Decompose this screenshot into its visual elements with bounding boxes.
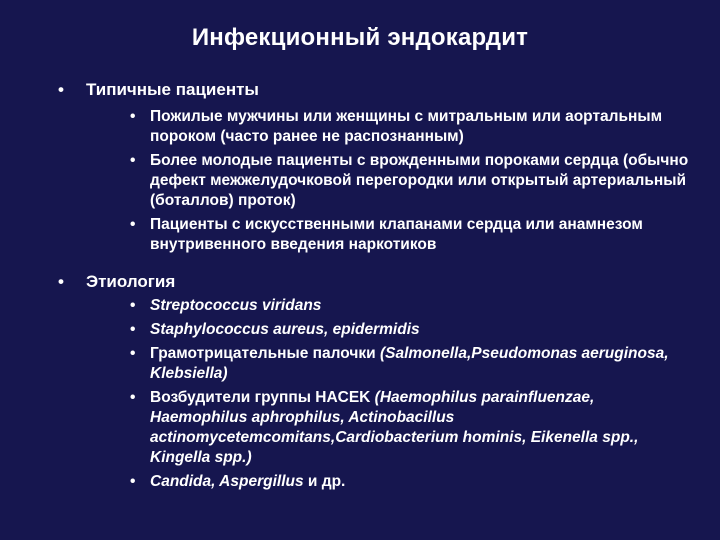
bullet: • [130, 297, 136, 314]
etiology-list [130, 296, 690, 496]
list-item [130, 151, 690, 211]
bullet: • [130, 321, 136, 338]
item-text-italic: Candida, Aspergillus [150, 473, 304, 490]
bullet: • [58, 80, 64, 99]
item-text: Пожилые мужчины или женщины с митральным или аортальным пороком (часто ранее не распознанным) [150, 108, 663, 145]
item-text: Более молодые пациенты с врожденными пороками сердца (обычно дефект межжелудочковой перегородки или открытый артериальный (боталлов) проток) [150, 152, 689, 209]
bullet: • [130, 216, 136, 233]
list-item [130, 296, 690, 316]
item-text: Возбудители группы HACEK [150, 389, 375, 406]
list-item [130, 215, 690, 255]
bullet: • [58, 272, 64, 291]
list-item [130, 320, 690, 340]
section-typical-patients [58, 80, 259, 100]
section-label: Типичные пациенты [86, 80, 259, 99]
bullet: • [130, 389, 136, 406]
item-text: Streptococcus viridans [150, 297, 322, 314]
list-item [130, 472, 690, 492]
typical-patients-list [130, 107, 690, 259]
bullet: • [130, 152, 136, 169]
list-item [130, 388, 690, 468]
item-text: Staphylococcus aureus, epidermidis [150, 321, 420, 338]
slide-title: Инфекционный эндокардит [191, 24, 529, 51]
section-label: Этиология [86, 272, 176, 291]
item-text-italic: (Haemophilus parainfluenzae, Haemophilus aphrophilus, Actinobacillus actinomycetemcomitans,Cardiobacterium hominis, Eikenella spp., Kingella spp.) [150, 389, 639, 466]
bullet: • [130, 345, 136, 362]
item-text-italic: (Salmonella,Pseudomonas aeruginosa, Klebsiella) [150, 345, 669, 382]
bullet: • [130, 108, 136, 125]
list-item [130, 107, 690, 147]
item-text: и др. [303, 473, 346, 490]
section-etiology [58, 272, 175, 292]
item-text: Грамотрицательные палочки [150, 345, 380, 362]
bullet: • [130, 473, 136, 490]
item-text: Пациенты с искусственными клапанами сердца или анамнезом внутривенного введения наркотиков [150, 216, 643, 253]
list-item [130, 344, 690, 384]
